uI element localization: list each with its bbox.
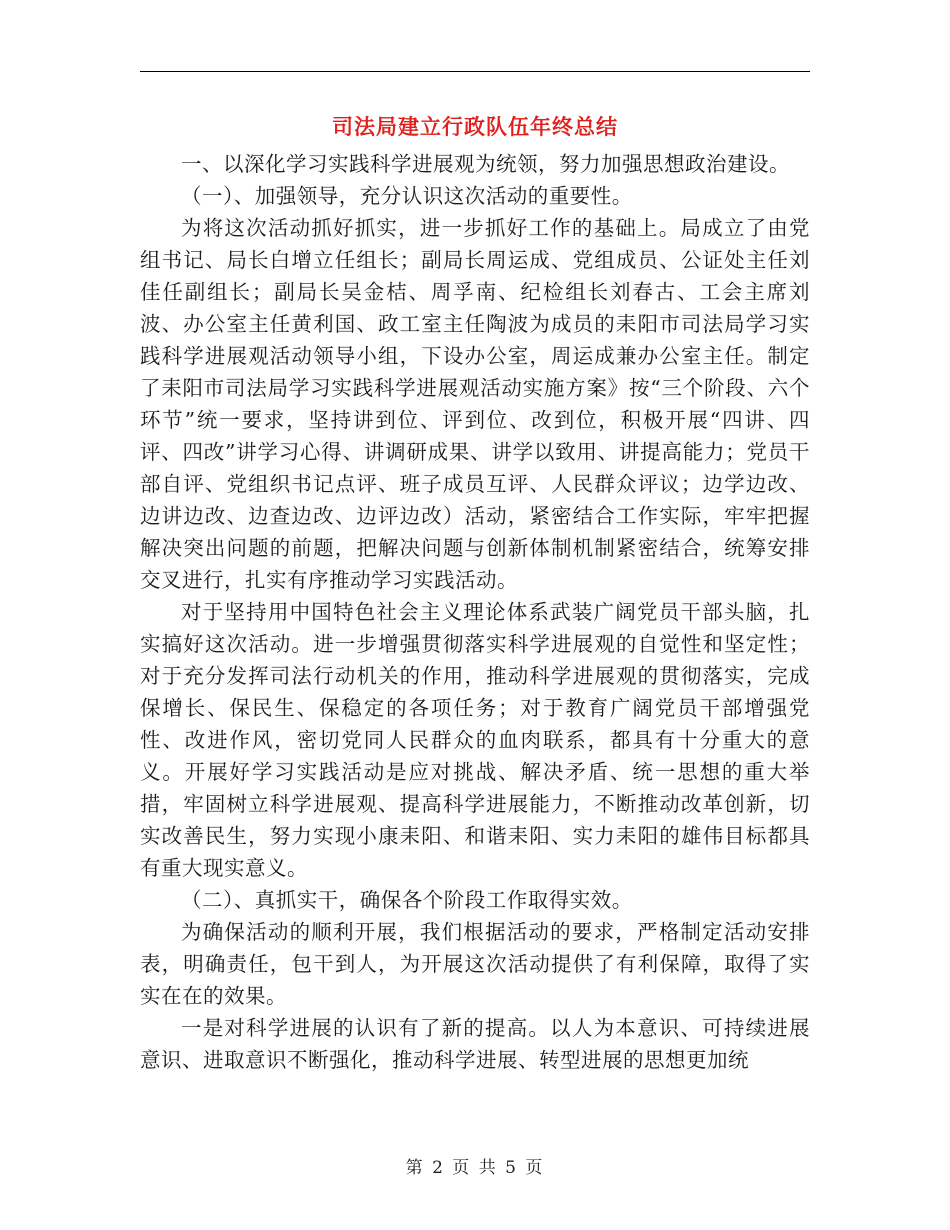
- body-paragraph: 为确保活动的顺利开展，我们根据活动的要求，严格制定活动安排表，明确责任，包干到人，为开展这次活动提供了有利保障，取得了实实在在的效果。: [140, 920, 810, 1008]
- document-body: [140, 148, 810, 1076]
- page-number: 第 2 页 共 5 页: [405, 1158, 545, 1178]
- header-rule: [140, 71, 810, 72]
- subsection-heading: （二）、真抓实干，确保各个阶段工作取得实效。: [181, 888, 633, 912]
- section-heading: 一、以深化学习实践科学进展观为统领，努力加强思想政治建设。: [181, 152, 790, 176]
- body-paragraph: 对于坚持用中国特色社会主义理论体系武装广阔党员干部头脑，扎实搞好这次活动。进一步增强贯彻落实科学进展观的自觉性和坚定性；对于充分发挥司法行动机关的作用，推动科学进展观的贯彻落实，完成保增长、保民生、保稳定的各项任务；对于教育广阔党员干部增强党性、改进作风，密切党同人民群众的血肉联系，都具有十分重大的意义。开展好学习实践活动是应对挑战、解决矛盾、统一思想的重大举措，牢固树立科学进展观、提高科学进展能力，不断推动改革创新，切实改善民生，努力实现小康耒阳、和谐耒阳、实力耒阳的雄伟目标都具有重大现实意义。: [140, 600, 810, 880]
- document-title: 司法局建立行政队伍年终总结: [332, 114, 618, 139]
- body-paragraph: 为将这次活动抓好抓实，进一步抓好工作的基础上。局成立了由党组书记、局长白增立任组长；副局长周运成、党组成员、公证处主任刘佳任副组长；副局长吴金桔、周孚南、纪检组长刘春古、工会主席刘波、办公室主任黄利国、政工室主任陶波为成员的耒阳市司法局学习实践科学进展观活动领导小组，下设办公室，周运成兼办公室主任。制定了耒阳市司法局学习实践科学进展观活动实施方案》按“三个阶段、六个环节”统一要求，坚持讲到位、评到位、改到位，积极开展“四讲、四评、四改”讲学习心得、讲调研成果、讲学以致用、讲提高能力；党员干部自评、党组织书记点评、班子成员互评、人民群众评议；边学边改、边讲边改、边查边改、边评边改）活动，紧密结合工作实际，牢牢把握解决突出问题的前题，把解决问题与创新体制机制紧密结合，统筹安排交叉进行，扎实有序推动学习实践活动。: [140, 216, 810, 592]
- subsection-heading: （一）、加强领导，充分认识这次活动的重要性。: [181, 184, 633, 208]
- body-paragraph: 一是对科学进展的认识有了新的提高。以人为本意识、可持续进展意识、进取意识不断强化，推动科学进展、转型进展的思想更加统: [140, 1016, 810, 1072]
